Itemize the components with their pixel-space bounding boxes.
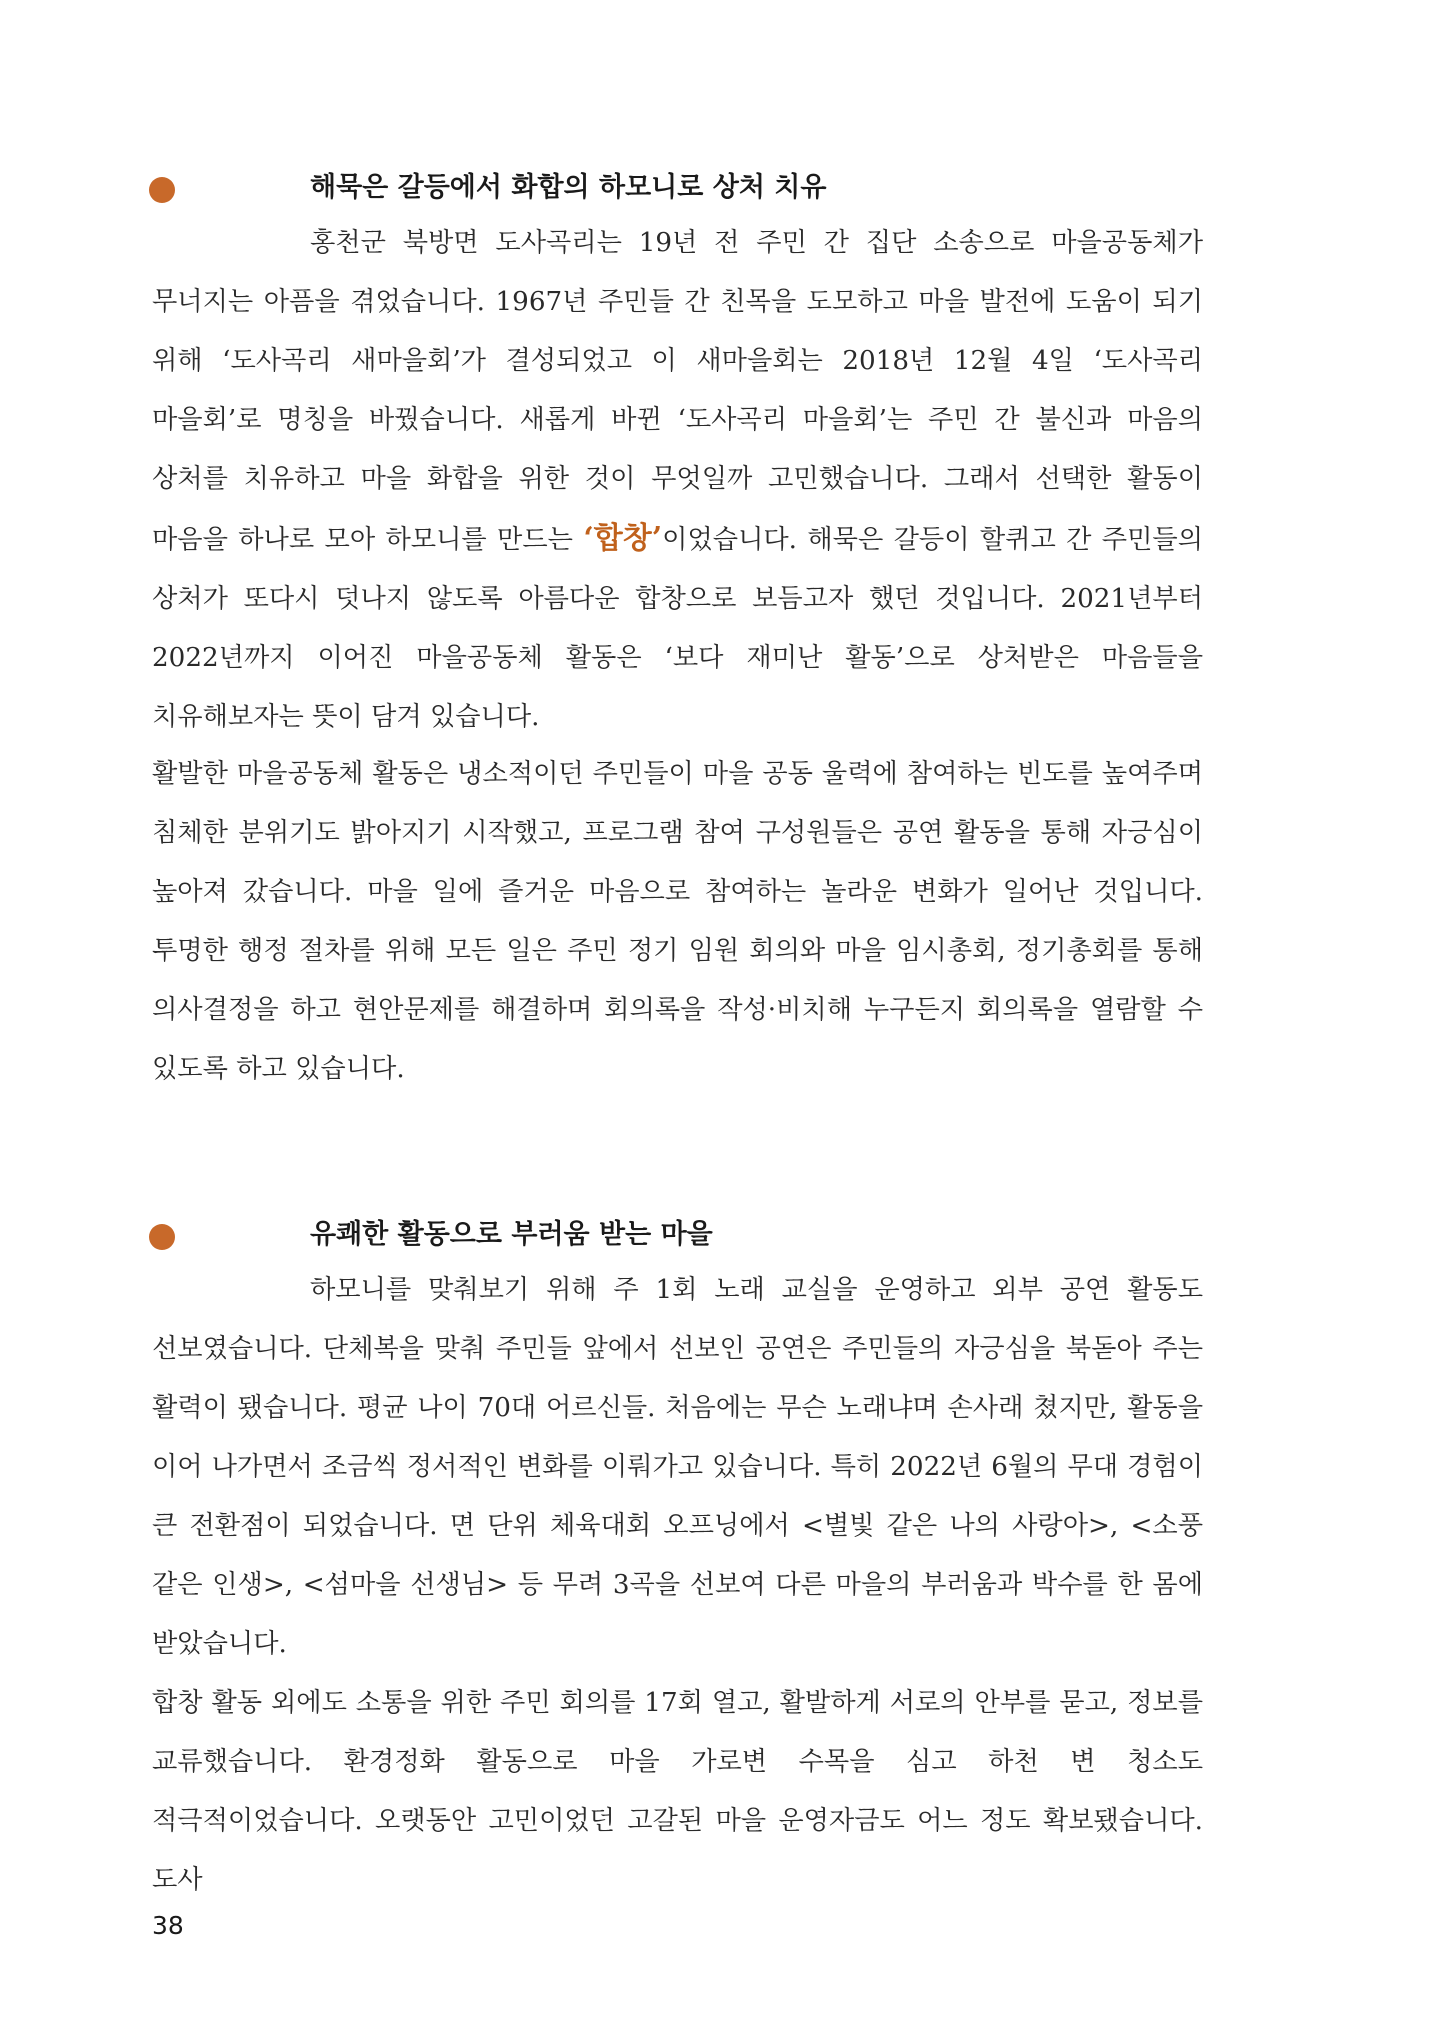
- body-text: 홍천군 북방면 도사곡리는 19년 전 주민 간 집단 소송으로 마을공동체가 무너지는 아픔을 겪었습니다. 1967년 주민들 간 친목을 도모하고 마을 발전에 도움이 되기 위해 ‘도사곡리 새마을회’가 결성되었고 이 새마을회는 2018년 12월 4일 ‘도사곡리 마을회’로 명칭을 바꿨습니다. 새롭게 바뀐 ‘도사곡리 마을회’는 주민 간 불신과 마음의 상처를 치유하고 마을 화합을 위한 것이 무엇일까 고민했습니다. 그래서 선택한 활동이 마음을 하나로 모아 하모니를 만드는: [152, 228, 1203, 555]
- section-heading: 유쾌한 활동으로 부러움 받는 마을: [310, 1219, 713, 1250]
- page-number: 38: [152, 1911, 184, 1940]
- section-heading: 해묵은 갈등에서 화합의 하모니로 상처 치유: [310, 172, 827, 203]
- body-paragraph: 합창 활동 외에도 소통을 위한 주민 회의를 17회 열고, 활발하게 서로의 안부를 묻고, 정보를 교류했습니다. 환경정화 활동으로 마을 가로변 수목을 심고 하천 변 청소도 적극적이었습니다. 오랫동안 고민이었던 고갈된 마을 운영자금도 어느 정도 확보됐습니다. 도사: [152, 1688, 1203, 1895]
- body-paragraph: 활발한 마을공동체 활동은 냉소적이던 주민들이 마을 공동 울력에 참여하는 빈도를 높여주며 침체한 분위기도 밝아지기 시작했고, 프로그램 참여 구성원들은 공연 활동을 통해 자긍심이 높아져 갔습니다. 마을 일에 즐거운 마음으로 참여하는 놀라운 변화가 일어난 것입니다. 투명한 행정 절차를 위해 모든 일은 주민 정기 임원 회의와 마을 임시총회, 정기총회를 통해 의사결정을 하고 현안문제를 해결하며 회의록을 작성·비치해 누구든지 회의록을 열람할 수 있도록 하고 있습니다.: [152, 759, 1203, 1084]
- body-text: 이었습니다. 해묵은 갈등이 할퀴고 간 주민들의 상처가 또다시 덧나지 않도록 아름다운 합창으로 보듬고자 했던 것입니다. 2021년부터 2022년까지 이어진 마을공동체 활동은 ‘보다 재미난 활동’으로 상처받은 마음들을 치유해보자는 뜻이 담겨 있습니다.: [152, 525, 1203, 732]
- section-bullet-icon: [149, 177, 175, 203]
- body-paragraph: [152, 214, 1203, 747]
- section-bullet-icon: [149, 1224, 175, 1250]
- highlight-keyword: ‘합창’: [583, 521, 663, 556]
- body-paragraph: 하모니를 맞춰보기 위해 주 1회 노래 교실을 운영하고 외부 공연 활동도 선보였습니다. 단체복을 맞춰 주민들 앞에서 선보인 공연은 주민들의 자긍심을 북돋아 주는 활력이 됐습니다. 평균 나이 70대 어르신들. 처음에는 무슨 노래냐며 손사래 쳤지만, 활동을 이어 나가면서 조금씩 정서적인 변화를 이뤄가고 있습니다. 특히 2022년 6월의 무대 경험이 큰 전환점이 되었습니다. 면 단위 체육대회 오프닝에서 <별빛 같은 나의 사랑아>, <소풍 같은 인생>, <섬마을 선생님> 등 무려 3곡을 선보여 다른 마을의 부러움과 박수를 한 몸에 받았습니다.: [152, 1275, 1203, 1659]
